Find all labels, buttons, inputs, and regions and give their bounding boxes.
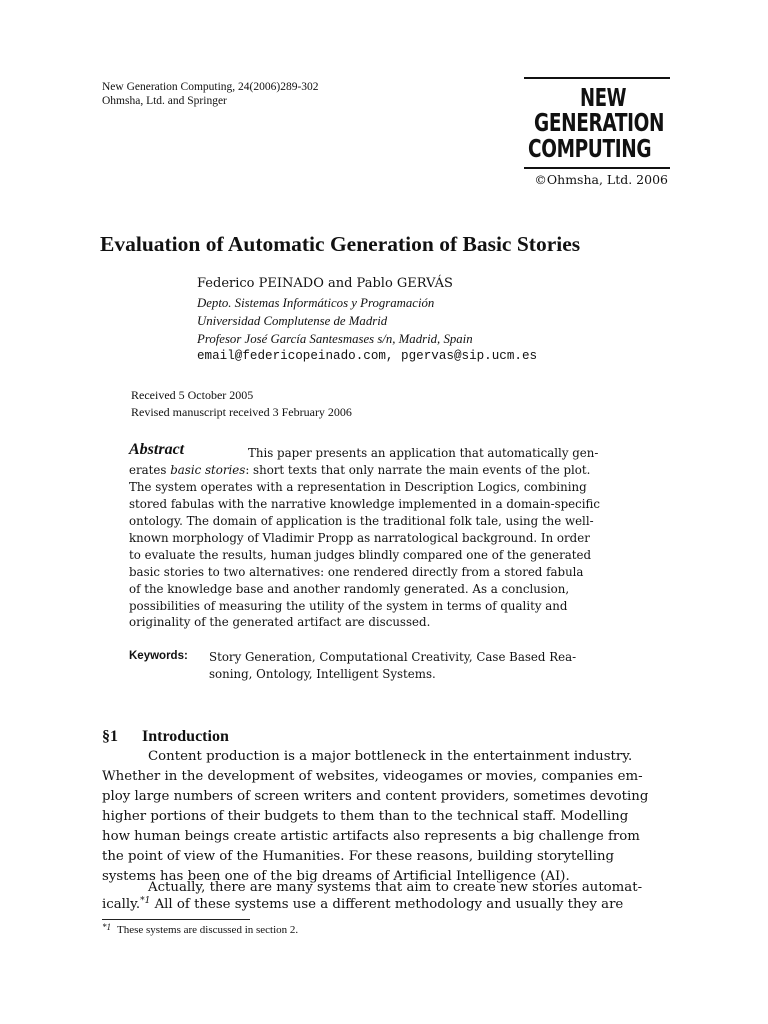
- body-line: how human beings create artistic artifacts also represents a big challenge from: [102, 829, 640, 844]
- journal-info: [102, 80, 319, 108]
- abstract-line: stored fabulas with the narrative knowledge implemented in a domain-specific: [129, 497, 601, 511]
- abstract-italic-phrase: basic stories: [170, 463, 246, 477]
- footnote-marker: *1: [102, 922, 111, 932]
- author-names: Federico PEINADO and Pablo GERVÁS: [197, 276, 453, 291]
- publisher-line: Ohmsha, Ltd. and Springer: [102, 95, 227, 107]
- footnote-rule: [102, 919, 250, 920]
- section-title: Introduction: [142, 728, 229, 745]
- abstract-line: This paper presents an application that automatically gen-: [248, 446, 599, 460]
- author-emails: email@federicopeinado.com, pgervas@sip.ucm.es: [197, 349, 538, 363]
- logo-word-generation: GENERATION: [534, 108, 665, 137]
- abstract-heading: Abstract: [129, 441, 185, 458]
- abstract-line: possibilities of measuring the utility of the system in terms of quality and: [129, 599, 568, 613]
- abstract-line: of the knowledge base and another randomly generated. As a conclusion,: [129, 582, 570, 596]
- footnote-reference: *1: [140, 896, 151, 906]
- body-line: the point of view of the Humanities. For these reasons, building storytelling: [102, 849, 615, 864]
- body-line: systems has been one of the big dreams of Artificial Intelligence (AI).: [102, 869, 570, 884]
- footnote-text: These systems are discussed in section 2.: [117, 924, 299, 936]
- received-date: Received 5 October 2005: [131, 388, 254, 402]
- logo-word-new: NEW: [580, 83, 627, 112]
- body-line-with-footnote: [102, 896, 623, 912]
- body-line: higher portions of their budgets to them than to the technical staff. Modelling: [102, 809, 629, 824]
- body-line: Actually, there are many systems that aim to create new stories automat-: [148, 880, 643, 895]
- abstract-line: to evaluate the results, human judges blindly compared one of the generated: [129, 548, 592, 562]
- affiliation-university: Universidad Complutense de Madrid: [197, 314, 388, 328]
- logo-top-rule: [524, 77, 670, 79]
- body-line: Whether in the development of websites, videogames or movies, companies em-: [102, 769, 643, 784]
- keywords-line: Story Generation, Computational Creativity, Case Based Rea-: [209, 650, 577, 664]
- affiliation-address: Profesor José García Santesmases s/n, Madrid, Spain: [197, 332, 473, 346]
- body-line: Content production is a major bottleneck in the entertainment industry.: [148, 749, 633, 764]
- revised-date: Revised manuscript received 3 February 2006: [131, 405, 352, 419]
- journal-citation: New Generation Computing, 24(2006)289-302: [102, 81, 319, 93]
- keywords-label: Keywords:: [129, 650, 188, 662]
- journal-logo: [524, 77, 670, 177]
- body-text: ically.: [102, 897, 141, 912]
- keywords-line: soning, Ontology, Intelligent Systems.: [209, 667, 436, 681]
- abstract-line: known morphology of Vladimir Propp as narratological background. In order: [129, 531, 590, 545]
- logo-word-computing: COMPUTING: [528, 134, 652, 163]
- abstract-line: originality of the generated artifact are discussed.: [129, 615, 431, 629]
- affiliation-department: Depto. Sistemas Informáticos y Programación: [197, 296, 435, 310]
- abstract-line: The system operates with a representation in Description Logics, combining: [129, 480, 587, 494]
- copyright-notice: ©Ohmsha, Ltd. 2006: [534, 172, 668, 187]
- paper-title: Evaluation of Automatic Generation of Basic Stories: [100, 232, 581, 256]
- footnote: [102, 922, 298, 936]
- body-line: ploy large numbers of screen writers and content providers, sometimes devoting: [102, 789, 649, 804]
- abstract-line: basic stories to two alternatives: one rendered directly from a stored fabula: [129, 565, 584, 579]
- logo-bottom-rule: [524, 167, 670, 169]
- abstract-line: ontology. The domain of application is the traditional folk tale, using the well-: [129, 514, 594, 528]
- body-text: All of these systems use a different methodology and usually they are: [154, 897, 624, 912]
- abstract-line-italic: erates basic stories: short texts that only narrate the main events of the plot.: [129, 463, 591, 477]
- section-number: §1: [102, 728, 118, 745]
